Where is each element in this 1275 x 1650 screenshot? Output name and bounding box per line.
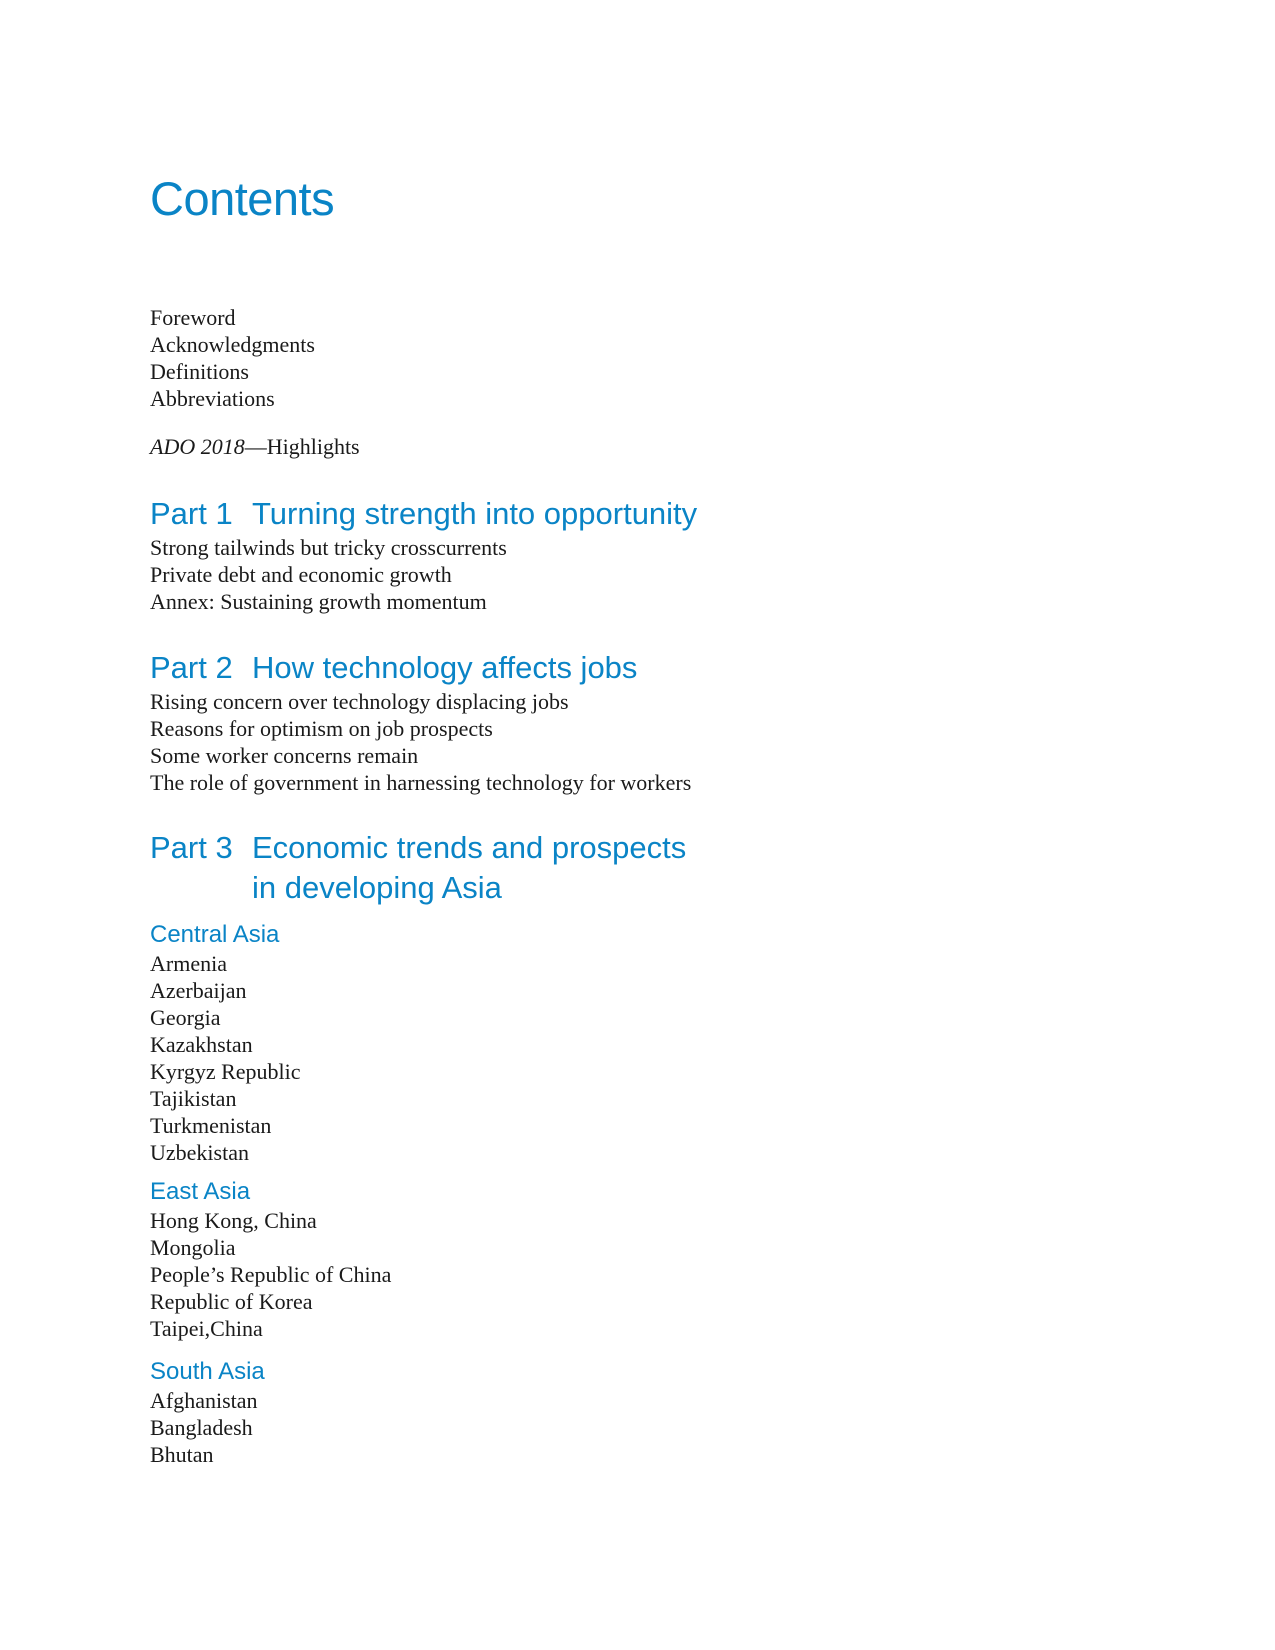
toc-entry[interactable]: Georgia [150, 1005, 221, 1030]
toc-entry-definitions[interactable]: Definitions [150, 359, 249, 384]
toc-entry[interactable]: Republic of Korea [150, 1289, 313, 1314]
highlights-rest: —Highlights [244, 434, 360, 459]
part2-heading[interactable] [150, 648, 691, 688]
east-asia-items [150, 1207, 391, 1342]
toc-entry[interactable]: Rising concern over technology displacing jobs [150, 689, 569, 714]
toc-entry[interactable]: People’s Republic of China [150, 1262, 392, 1287]
highlights-entry-wrapper [150, 433, 360, 460]
toc-entry[interactable]: Annex: Sustaining growth momentum [150, 589, 487, 614]
part3-heading[interactable] [150, 828, 686, 908]
toc-entry-abbreviations[interactable]: Abbreviations [150, 386, 275, 411]
south-asia-items [150, 1387, 265, 1468]
toc-entry[interactable]: Kyrgyz Republic [150, 1059, 301, 1084]
toc-entry-highlights[interactable] [150, 433, 360, 460]
east-asia-section [150, 1177, 391, 1342]
part1-number: Part 1 [150, 496, 233, 531]
south-asia-heading[interactable]: South Asia [150, 1358, 265, 1385]
toc-entry[interactable]: Reasons for optimism on job prospects [150, 716, 493, 741]
central-asia-heading[interactable]: Central Asia [150, 921, 280, 948]
toc-entry[interactable]: Uzbekistan [150, 1140, 249, 1165]
highlights-italic: ADO 2018 [150, 434, 245, 459]
toc-entry[interactable]: Mongolia [150, 1235, 236, 1260]
south-asia-section [150, 1357, 265, 1468]
toc-entry[interactable]: Bhutan [150, 1442, 214, 1467]
part3-number: Part 3 [150, 830, 233, 865]
front-matter-list [150, 304, 315, 412]
part3-title-line2: in developing Asia [252, 870, 502, 905]
part1-heading[interactable] [150, 494, 697, 534]
toc-entry[interactable]: Azerbaijan [150, 978, 247, 1003]
toc-entry[interactable]: Private debt and economic growth [150, 562, 452, 587]
toc-entry-foreword[interactable]: Foreword [150, 305, 236, 330]
part1-title: Turning strength into opportunity [252, 496, 698, 531]
toc-entry[interactable]: Kazakhstan [150, 1032, 253, 1057]
east-asia-heading[interactable]: East Asia [150, 1178, 251, 1205]
toc-entry[interactable]: The role of government in harnessing technology for workers [150, 770, 692, 795]
page-title: Contents [150, 172, 335, 225]
part2-section [150, 648, 691, 796]
part1-items [150, 534, 697, 615]
part2-number: Part 2 [150, 650, 233, 685]
part3-title [252, 828, 686, 908]
part3-section [150, 828, 686, 908]
part3-title-line1: Economic trends and prospects [252, 830, 687, 865]
toc-entry[interactable]: Taipei,China [150, 1316, 263, 1341]
central-asia-items [150, 950, 301, 1166]
central-asia-section [150, 920, 301, 1166]
toc-entry[interactable]: Afghanistan [150, 1388, 258, 1413]
toc-entry[interactable]: Hong Kong, China [150, 1208, 317, 1233]
toc-entry[interactable]: Some worker concerns remain [150, 743, 419, 768]
toc-entry[interactable]: Strong tailwinds but tricky crosscurrents [150, 535, 507, 560]
toc-entry[interactable]: Turkmenistan [150, 1113, 272, 1138]
toc-entry-acknowledgments[interactable]: Acknowledgments [150, 332, 315, 357]
part1-section [150, 494, 697, 615]
toc-entry[interactable]: Bangladesh [150, 1415, 253, 1440]
part2-items [150, 688, 691, 796]
part2-title: How technology affects jobs [252, 650, 638, 685]
toc-entry[interactable]: Armenia [150, 951, 227, 976]
toc-entry[interactable]: Tajikistan [150, 1086, 237, 1111]
